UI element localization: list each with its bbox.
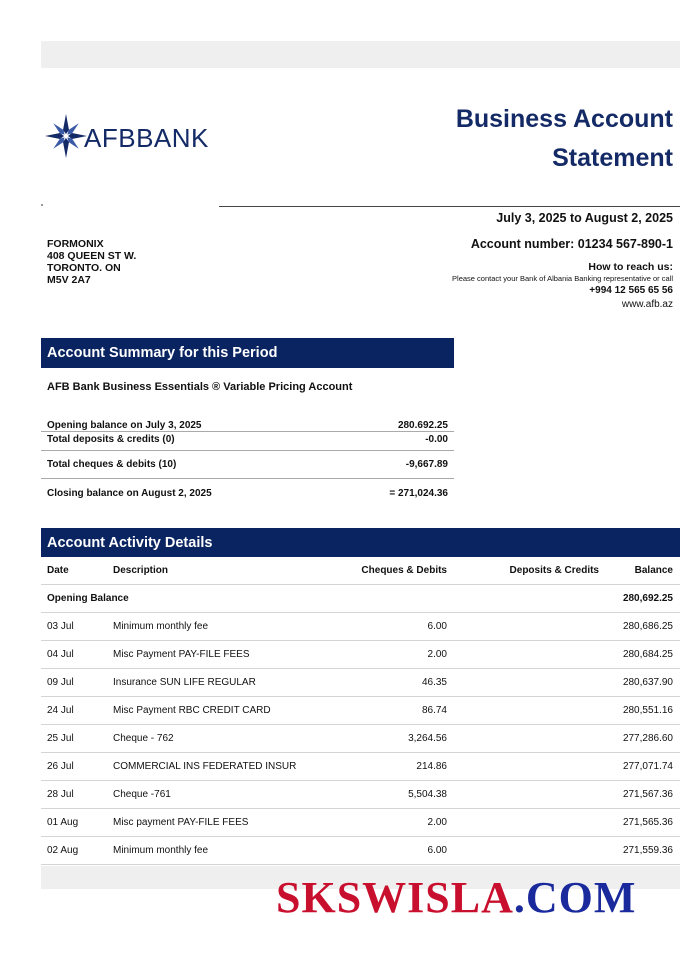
row-balance: 271,565.36 [622, 817, 673, 828]
header-divider [219, 206, 680, 207]
row-date: 01 Aug [47, 817, 79, 828]
summary-value: 280.692.25 [397, 420, 448, 431]
reach-us-text: Please contact your Bank of Albania Banking representative or call [452, 274, 673, 283]
row-date: 03 Jul [47, 621, 74, 632]
summary-table [41, 417, 454, 507]
title-line-2: Statement [552, 144, 673, 172]
col-date: Date [47, 565, 69, 576]
account-number: Account number: 01234 567-890-1 [470, 237, 673, 251]
customer-address [47, 238, 136, 286]
row-balance: 271,567.36 [622, 789, 673, 800]
activity-row [41, 809, 680, 837]
row-description: Cheque -761 [113, 789, 171, 800]
row-description: Misc Payment PAY-FILE FEES [113, 649, 250, 660]
activity-heading: Account Activity Details [41, 528, 680, 557]
opening-balance: 280,692.25 [622, 593, 673, 604]
summary-row [41, 432, 454, 451]
customer-city: TORONTO. ON [47, 262, 121, 274]
watermark-text: SKSWISLA.COM [276, 873, 637, 920]
row-debit: 46.35 [421, 677, 447, 688]
customer-name: FORMONIX [47, 238, 104, 250]
summary-account-type: AFB Bank Business Essentials ® Variable Pricing Account [47, 381, 353, 393]
bank-name: AFBBANK [84, 122, 209, 153]
reach-us-title: How to reach us: [588, 261, 673, 273]
activity-row [41, 669, 680, 697]
col-balance: Balance [634, 565, 673, 576]
activity-row [41, 613, 680, 641]
opening-balance-row [41, 585, 680, 613]
summary-label: Closing balance on August 2, 2025 [47, 487, 212, 499]
row-debit: 6.00 [427, 845, 447, 856]
document-title [456, 100, 673, 178]
row-balance: 280,637.90 [622, 677, 673, 688]
summary-row [41, 417, 454, 432]
customer-street: 408 QUEEN ST W. [47, 250, 137, 262]
row-balance: 280,686.25 [622, 621, 673, 632]
summary-label: Opening balance on July 3, 2025 [47, 420, 202, 431]
activity-row [41, 725, 680, 753]
row-balance: 280,684.25 [622, 649, 673, 660]
top-gray-band [41, 41, 680, 68]
row-date: 04 Jul [47, 649, 74, 660]
row-debit: 214.86 [416, 761, 447, 772]
row-date: 02 Aug [47, 845, 79, 856]
activity-row [41, 641, 680, 669]
row-balance: 271,559.36 [622, 845, 673, 856]
col-debits: Cheques & Debits [361, 565, 447, 576]
statement-info [452, 210, 673, 311]
row-description: Minimum monthly fee [113, 845, 209, 856]
row-description: Misc Payment RBC CREDIT CARD [113, 705, 271, 716]
row-debit: 5,504.38 [408, 789, 447, 800]
statement-period: July 3, 2025 to August 2, 2025 [496, 211, 673, 225]
bank-logo [44, 112, 209, 160]
reach-us-website: www.afb.az [621, 299, 673, 310]
star-logo-icon [44, 112, 88, 160]
row-balance: 277,286.60 [622, 733, 673, 744]
customer-postal: M5V 2A7 [47, 274, 91, 286]
activity-table [41, 557, 680, 865]
row-description: Insurance SUN LIFE REGULAR [113, 677, 256, 688]
summary-row [41, 451, 454, 479]
row-balance: 280,551.16 [622, 705, 673, 716]
opening-label: Opening Balance [47, 593, 129, 604]
row-debit: 2.00 [427, 817, 447, 828]
summary-row [41, 479, 454, 507]
row-debit: 86.74 [421, 705, 447, 716]
col-credits: Deposits & Credits [509, 565, 599, 576]
summary-value: -0.00 [425, 433, 448, 445]
row-description: Misc payment PAY-FILE FEES [113, 817, 249, 828]
row-date: 09 Jul [47, 677, 74, 688]
activity-header-row [41, 557, 680, 585]
title-line-1: Business Account [455, 105, 673, 133]
divider-dot [41, 204, 43, 206]
summary-value: = 271,024.36 [389, 487, 448, 499]
watermark [276, 870, 656, 920]
summary-value: -9,667.89 [405, 459, 448, 470]
activity-row [41, 781, 680, 809]
row-date: 28 Jul [47, 789, 74, 800]
row-debit: 3,264.56 [408, 733, 447, 744]
activity-row [41, 753, 680, 781]
col-description: Description [113, 565, 169, 576]
row-balance: 277,071.74 [622, 761, 673, 772]
row-description: COMMERCIAL INS FEDERATED INSUR [113, 761, 297, 772]
row-debit: 6.00 [427, 621, 447, 632]
row-date: 25 Jul [47, 733, 74, 744]
summary-label: Total deposits & credits (0) [47, 433, 175, 445]
activity-row [41, 837, 680, 865]
row-debit: 2.00 [427, 649, 447, 660]
row-date: 26 Jul [47, 761, 74, 772]
reach-us-phone: +994 12 565 65 56 [589, 285, 673, 296]
row-date: 24 Jul [47, 705, 74, 716]
summary-label: Total cheques & debits (10) [47, 459, 177, 470]
summary-heading: Account Summary for this Period [41, 338, 454, 368]
row-description: Minimum monthly fee [113, 621, 209, 632]
row-description: Cheque - 762 [113, 733, 174, 744]
activity-row [41, 697, 680, 725]
